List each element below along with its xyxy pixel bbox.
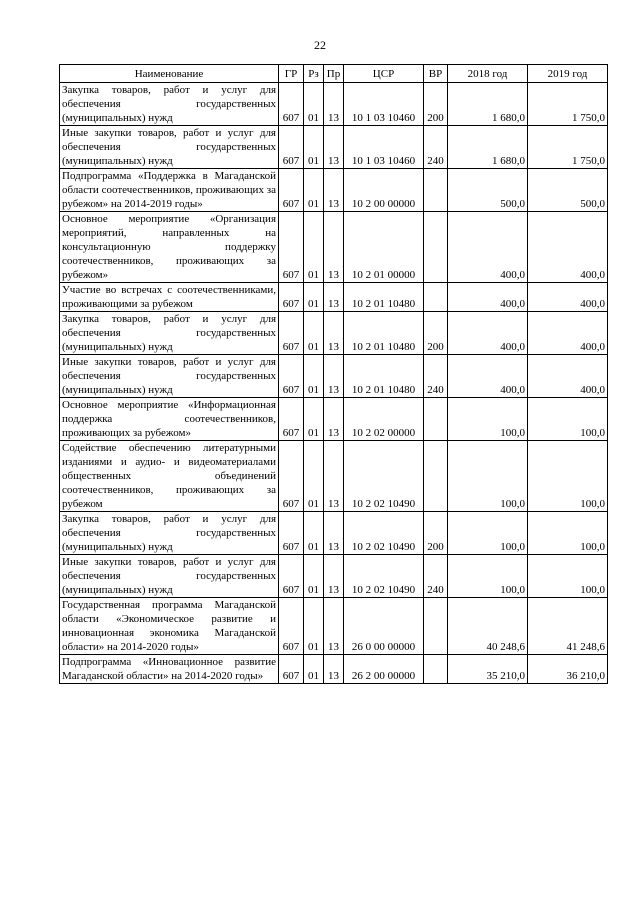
cell-rz: 01 xyxy=(304,312,324,355)
table-row xyxy=(60,355,608,398)
cell-2018: 1 680,0 xyxy=(448,83,528,126)
cell-name: Государственная программа Магаданской области «Экономическое развитие и инновационная экономика Магаданской области» на 2014-2020 годы» xyxy=(60,598,279,655)
cell-rz: 01 xyxy=(304,441,324,512)
cell-name: Подпрограмма «Инновационное развитие Магаданской области» на 2014-2020 годы» xyxy=(60,655,279,684)
cell-name: Основное мероприятие «Организация мероприятий, направленных на консультационную поддержку соотечественников, проживающих за рубежом» xyxy=(60,212,279,283)
cell-vr xyxy=(424,598,448,655)
cell-name: Содействие обеспечению литературными изданиями и аудио- и видеоматериалами общественных объединений соотечественников, проживающих за рубежом xyxy=(60,441,279,512)
cell-2019: 400,0 xyxy=(528,283,608,312)
cell-rz: 01 xyxy=(304,398,324,441)
cell-2019: 100,0 xyxy=(528,441,608,512)
cell-2019: 400,0 xyxy=(528,312,608,355)
cell-vr: 200 xyxy=(424,83,448,126)
cell-name: Иные закупки товаров, работ и услуг для обеспечения государственных (муниципальных) нужд xyxy=(60,555,279,598)
cell-csr: 10 2 02 10490 xyxy=(344,555,424,598)
cell-gr: 607 xyxy=(279,169,304,212)
cell-2018: 500,0 xyxy=(448,169,528,212)
cell-2018: 35 210,0 xyxy=(448,655,528,684)
cell-2018: 400,0 xyxy=(448,283,528,312)
cell-2019: 100,0 xyxy=(528,512,608,555)
cell-2019: 1 750,0 xyxy=(528,83,608,126)
cell-rz: 01 xyxy=(304,126,324,169)
cell-csr: 10 2 02 10490 xyxy=(344,441,424,512)
table-row xyxy=(60,83,608,126)
table-row xyxy=(60,655,608,684)
cell-pr: 13 xyxy=(324,83,344,126)
cell-vr xyxy=(424,398,448,441)
cell-csr: 10 2 01 00000 xyxy=(344,212,424,283)
cell-rz: 01 xyxy=(304,83,324,126)
cell-gr: 607 xyxy=(279,283,304,312)
cell-pr: 13 xyxy=(324,598,344,655)
header-gr: ГР xyxy=(279,65,304,83)
cell-rz: 01 xyxy=(304,555,324,598)
cell-name: Закупка товаров, работ и услуг для обеспечения государственных (муниципальных) нужд xyxy=(60,512,279,555)
cell-csr: 26 0 00 00000 xyxy=(344,598,424,655)
cell-2018: 400,0 xyxy=(448,355,528,398)
header-pr: Пр xyxy=(324,65,344,83)
cell-vr: 200 xyxy=(424,312,448,355)
cell-2019: 41 248,6 xyxy=(528,598,608,655)
cell-name: Иные закупки товаров, работ и услуг для обеспечения государственных (муниципальных) нужд xyxy=(60,355,279,398)
cell-csr: 10 2 01 10480 xyxy=(344,312,424,355)
cell-pr: 13 xyxy=(324,441,344,512)
cell-csr: 10 2 00 00000 xyxy=(344,169,424,212)
cell-gr: 607 xyxy=(279,655,304,684)
cell-pr: 13 xyxy=(324,212,344,283)
cell-2018: 100,0 xyxy=(448,398,528,441)
page-number: 22 xyxy=(314,38,326,52)
cell-csr: 10 2 02 00000 xyxy=(344,398,424,441)
cell-csr: 10 1 03 10460 xyxy=(344,83,424,126)
cell-vr xyxy=(424,441,448,512)
table-row xyxy=(60,312,608,355)
table-row xyxy=(60,398,608,441)
cell-2019: 1 750,0 xyxy=(528,126,608,169)
table-row xyxy=(60,598,608,655)
table-header-row xyxy=(60,65,608,83)
header-2018: 2018 год xyxy=(448,65,528,83)
cell-csr: 10 1 03 10460 xyxy=(344,126,424,169)
cell-2019: 500,0 xyxy=(528,169,608,212)
cell-rz: 01 xyxy=(304,598,324,655)
cell-rz: 01 xyxy=(304,283,324,312)
cell-pr: 13 xyxy=(324,398,344,441)
cell-csr: 10 2 01 10480 xyxy=(344,355,424,398)
cell-2018: 100,0 xyxy=(448,441,528,512)
cell-2019: 100,0 xyxy=(528,398,608,441)
cell-pr: 13 xyxy=(324,355,344,398)
cell-name: Подпрограмма «Поддержка в Магаданской области соотечественников, проживающих за рубежом» на 2014-2019 годы» xyxy=(60,169,279,212)
cell-vr: 200 xyxy=(424,512,448,555)
cell-name: Закупка товаров, работ и услуг для обеспечения государственных (муниципальных) нужд xyxy=(60,312,279,355)
cell-gr: 607 xyxy=(279,441,304,512)
cell-gr: 607 xyxy=(279,126,304,169)
cell-rz: 01 xyxy=(304,512,324,555)
cell-rz: 01 xyxy=(304,355,324,398)
table-row xyxy=(60,555,608,598)
table-row xyxy=(60,212,608,283)
budget-table xyxy=(59,64,608,684)
cell-gr: 607 xyxy=(279,212,304,283)
cell-rz: 01 xyxy=(304,655,324,684)
cell-vr xyxy=(424,169,448,212)
cell-2019: 100,0 xyxy=(528,555,608,598)
header-csr: ЦСР xyxy=(344,65,424,83)
cell-pr: 13 xyxy=(324,512,344,555)
cell-2018: 400,0 xyxy=(448,312,528,355)
cell-2019: 400,0 xyxy=(528,212,608,283)
cell-name: Основное мероприятие «Информационная поддержка соотечественников, проживающих за рубежом» xyxy=(60,398,279,441)
cell-vr xyxy=(424,283,448,312)
cell-csr: 10 2 02 10490 xyxy=(344,512,424,555)
cell-gr: 607 xyxy=(279,598,304,655)
cell-vr xyxy=(424,212,448,283)
cell-pr: 13 xyxy=(324,169,344,212)
cell-2018: 40 248,6 xyxy=(448,598,528,655)
cell-2018: 1 680,0 xyxy=(448,126,528,169)
cell-pr: 13 xyxy=(324,555,344,598)
table-row xyxy=(60,441,608,512)
cell-gr: 607 xyxy=(279,312,304,355)
header-2019: 2019 год xyxy=(528,65,608,83)
cell-gr: 607 xyxy=(279,398,304,441)
cell-gr: 607 xyxy=(279,83,304,126)
cell-csr: 26 2 00 00000 xyxy=(344,655,424,684)
table-body xyxy=(60,83,608,684)
header-rz: Рз xyxy=(304,65,324,83)
cell-2019: 36 210,0 xyxy=(528,655,608,684)
cell-rz: 01 xyxy=(304,212,324,283)
cell-gr: 607 xyxy=(279,512,304,555)
cell-2018: 100,0 xyxy=(448,512,528,555)
cell-2018: 400,0 xyxy=(448,212,528,283)
cell-name: Закупка товаров, работ и услуг для обеспечения государственных (муниципальных) нужд xyxy=(60,83,279,126)
cell-gr: 607 xyxy=(279,555,304,598)
header-vr: ВР xyxy=(424,65,448,83)
cell-2019: 400,0 xyxy=(528,355,608,398)
cell-vr xyxy=(424,655,448,684)
cell-pr: 13 xyxy=(324,126,344,169)
header-name: Наименование xyxy=(60,65,279,83)
table-row xyxy=(60,169,608,212)
cell-vr: 240 xyxy=(424,555,448,598)
cell-vr: 240 xyxy=(424,126,448,169)
cell-pr: 13 xyxy=(324,655,344,684)
table-row xyxy=(60,283,608,312)
cell-name: Иные закупки товаров, работ и услуг для обеспечения государственных (муниципальных) нужд xyxy=(60,126,279,169)
cell-name: Участие во встречах с соотечественниками, проживающими за рубежом xyxy=(60,283,279,312)
table-row xyxy=(60,512,608,555)
cell-2018: 100,0 xyxy=(448,555,528,598)
cell-pr: 13 xyxy=(324,312,344,355)
cell-csr: 10 2 01 10480 xyxy=(344,283,424,312)
cell-gr: 607 xyxy=(279,355,304,398)
cell-vr: 240 xyxy=(424,355,448,398)
table-row xyxy=(60,126,608,169)
cell-rz: 01 xyxy=(304,169,324,212)
cell-pr: 13 xyxy=(324,283,344,312)
